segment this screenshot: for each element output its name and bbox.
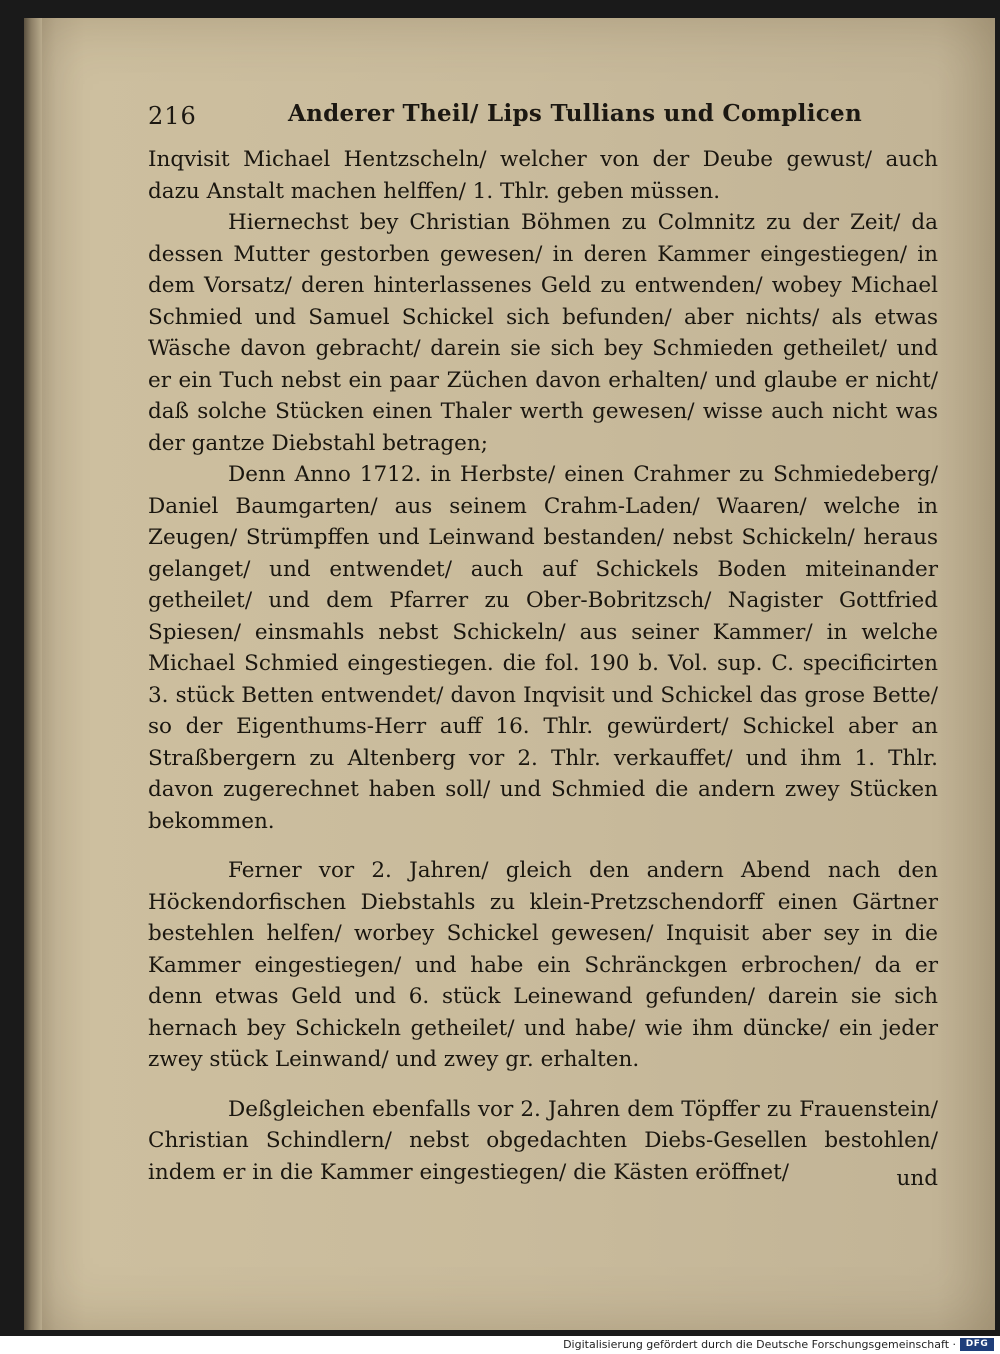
dfg-logo-icon: DFG: [960, 1338, 994, 1351]
page-body: [148, 144, 938, 1188]
catchword: und: [896, 1166, 938, 1191]
paragraph-5: Deßgleichen ebenfalls vor 2. Jahren dem Töpffer zu Frauenstein/ Christian Schindlern/ nebst obgedachten Diebs-Gesellen bestohlen/ indem er in die Kammer eingestiegen/ die Kästen eröffnet/: [148, 1096, 938, 1185]
page-gutter-edge: [24, 18, 42, 1330]
paragraph-4: Ferner vor 2. Jahren/ gleich den andern Abend nach den Höckendorfischen Diebstahls zu klein-Pretzschendorff einen Gärtner bestehlen helfen/ worbey Schickel gewesen/ Inquisit aber sey in die Kammer eingestiegen/ und habe ein Schränckgen erbrochen/ da er denn etwas Geld und 6. stück Leinewand gefunden/ darein sie sich hernach bey Schickeln getheilet/ und habe/ wie ihm düncke/ ein jeder zwey stück Leinwand/ und zwey gr. erhalten.: [148, 858, 938, 1072]
page-number: 216: [148, 102, 197, 130]
paragraph-3: Denn Anno 1712. in Herbste/ einen Crahmer zu Schmiedeberg/ Daniel Baumgarten/ aus seinem Crahm-Laden/ Waaren/ welche in Zeugen/ Strümpffen und Leinwand bestanden/ nebst Schickeln/ heraus gelanget/ und entwendet/ auch auf Schickels Boden miteinander getheilet/ und dem Pfarrer zu Ober-Bobritzsch/ Nagister Gottfried Spiesen/ einsmahls nebst Schickeln/ aus seiner Kammer/ in welche Michael Schmied eingestiegen. die fol. 190 b. Vol. sup. C. specificirten 3. stück Betten entwendet/ davon Inqvisit und Schickel das grose Bette/ so der Eigenthums-Herr auff 16. Thlr. gewürdert/ Schickel aber an Straßbergern zu Altenberg vor 2. Thlr. verkauffet/ und ihm 1. Thlr. davon zugerechnet haben soll/ und Schmied die andern zwey Stücken bekommen.: [148, 462, 938, 834]
funding-credit: Digitalisierung gefördert durch die Deutsche Forschungsgemeinschaft ·: [563, 1338, 956, 1351]
running-title: Anderer Theil/ Lips Tullians und Complicen: [288, 100, 863, 127]
digitization-footer: [0, 1336, 1000, 1354]
paragraph-2: Hiernechst bey Christian Böhmen zu Colmnitz zu der Zeit/ da dessen Mutter gestorben gewesen/ in deren Kammer eingestiegen/ in dem Vorsatz/ deren hinterlassenes Geld zu entwenden/ wobey Michael Schmied und Samuel Schickel sich befunden/ aber nichts/ als etwas Wäsche davon gebracht/ darein sie sich bey Schmieden getheilet/ und er ein Tuch nebst ein paar Züchen davon erhalten/ und glaube er nicht/ daß solche Stücken einen Thaler werth gewesen/ wisse auch nicht was der gantze Diebstahl betragen;: [148, 210, 938, 456]
paragraph-1: Inqvisit Michael Hentzscheln/ welcher von der Deube gewust/ auch dazu Anstalt machen helffen/ 1. Thlr. geben müssen.: [148, 147, 938, 204]
page-header: [148, 100, 948, 132]
